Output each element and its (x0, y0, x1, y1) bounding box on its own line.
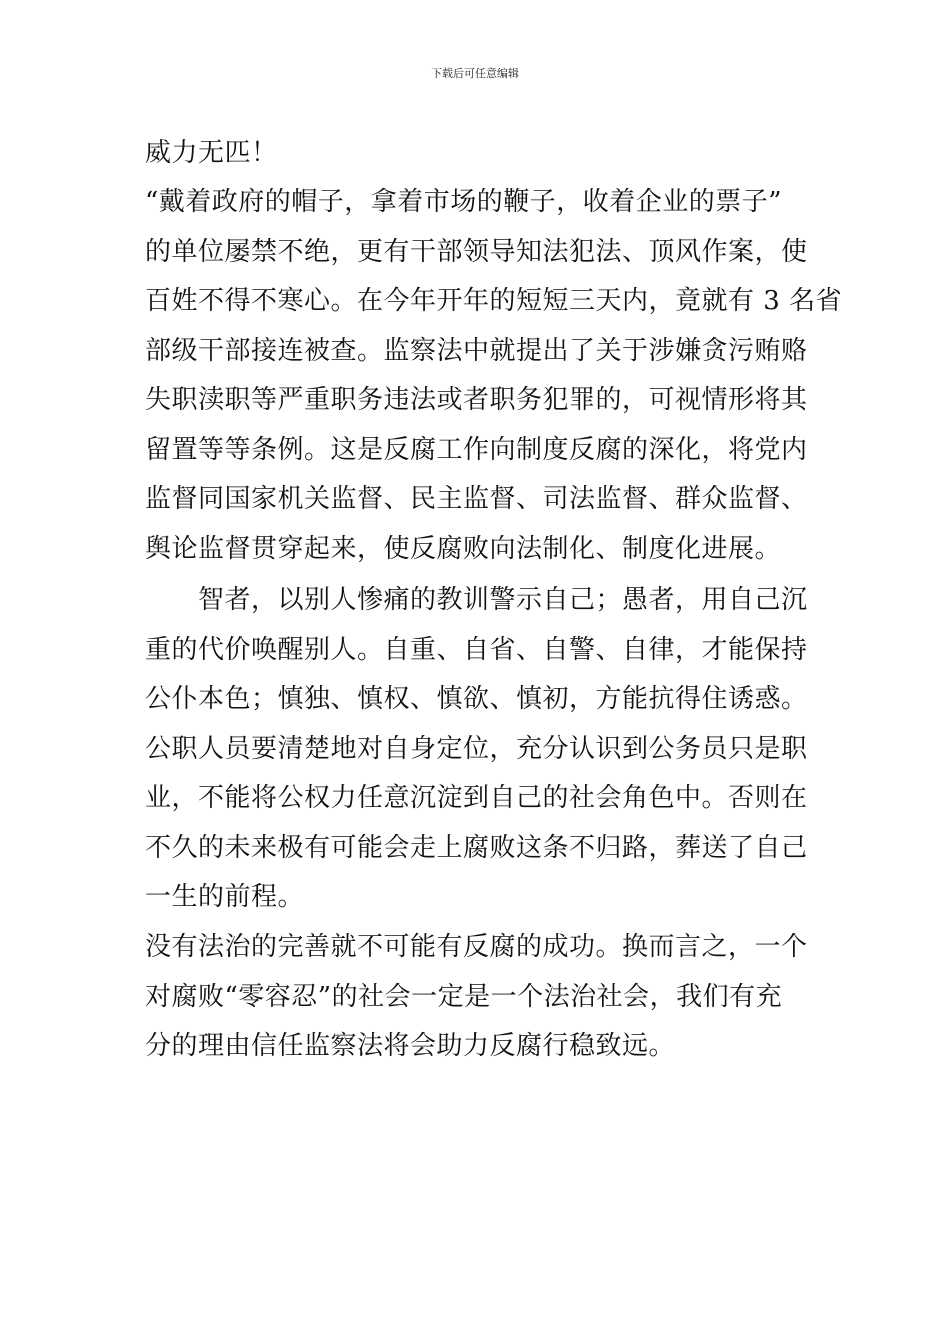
text-line: 失职渎职等严重职务违法或者职务犯罪的，可视情形将其 (145, 385, 808, 415)
text-line: 百姓不得不寒心。在今年开年的短短三天内，竟就有 3 名省 (145, 286, 843, 316)
text-line: 业，不能将公权力任意沉淀到自己的社会角色中。否则在 (145, 783, 808, 813)
text-line: 部级干部接连被查。监察法中就提出了关于涉嫌贪污贿赂 (145, 336, 808, 366)
text-line: 不久的未来极有可能会走上腐败这条不归路，葬送了自己 (145, 833, 808, 863)
text-line: 没有法治的完善就不可能有反腐的成功。换而言之，一个 (145, 932, 808, 962)
text-line: 留置等等条例。这是反腐工作向制度反腐的深化，将党内 (145, 435, 808, 465)
text-line: “戴着政府的帽子，拿着市场的鞭子，收着企业的票子” (145, 187, 783, 217)
text-line: 威力无匹！ (145, 138, 278, 168)
text-line: 舆论监督贯穿起来，使反腐败向法制化、制度化进展。 (145, 534, 782, 564)
text-line: 公职人员要清楚地对自身定位，充分认识到公务员只是职 (145, 734, 808, 764)
text-line: 监督同国家机关监督、民主监督、司法监督、群众监督、 (145, 484, 808, 514)
text-line: 公仆本色；慎独、慎权、慎欲、慎初，方能抗得住诱惑。 (145, 684, 808, 714)
text-line: 智者，以别人惨痛的教训警示自己；愚者，用自己沉 (145, 585, 808, 615)
text-line: 对腐败“零容忍”的社会一定是一个法治社会，我们有充 (145, 982, 783, 1012)
text-line: 的单位屡禁不绝，更有干部领导知法犯法、顶风作案，使 (145, 237, 808, 267)
page-header: 下载后可任意编辑 (431, 67, 519, 80)
text-line: 一生的前程。 (145, 882, 305, 912)
text-line: 分的理由信任监察法将会助力反腐行稳致远。 (145, 1031, 676, 1061)
text-line: 重的代价唤醒别人。自重、自省、自警、自律，才能保持 (145, 635, 808, 665)
